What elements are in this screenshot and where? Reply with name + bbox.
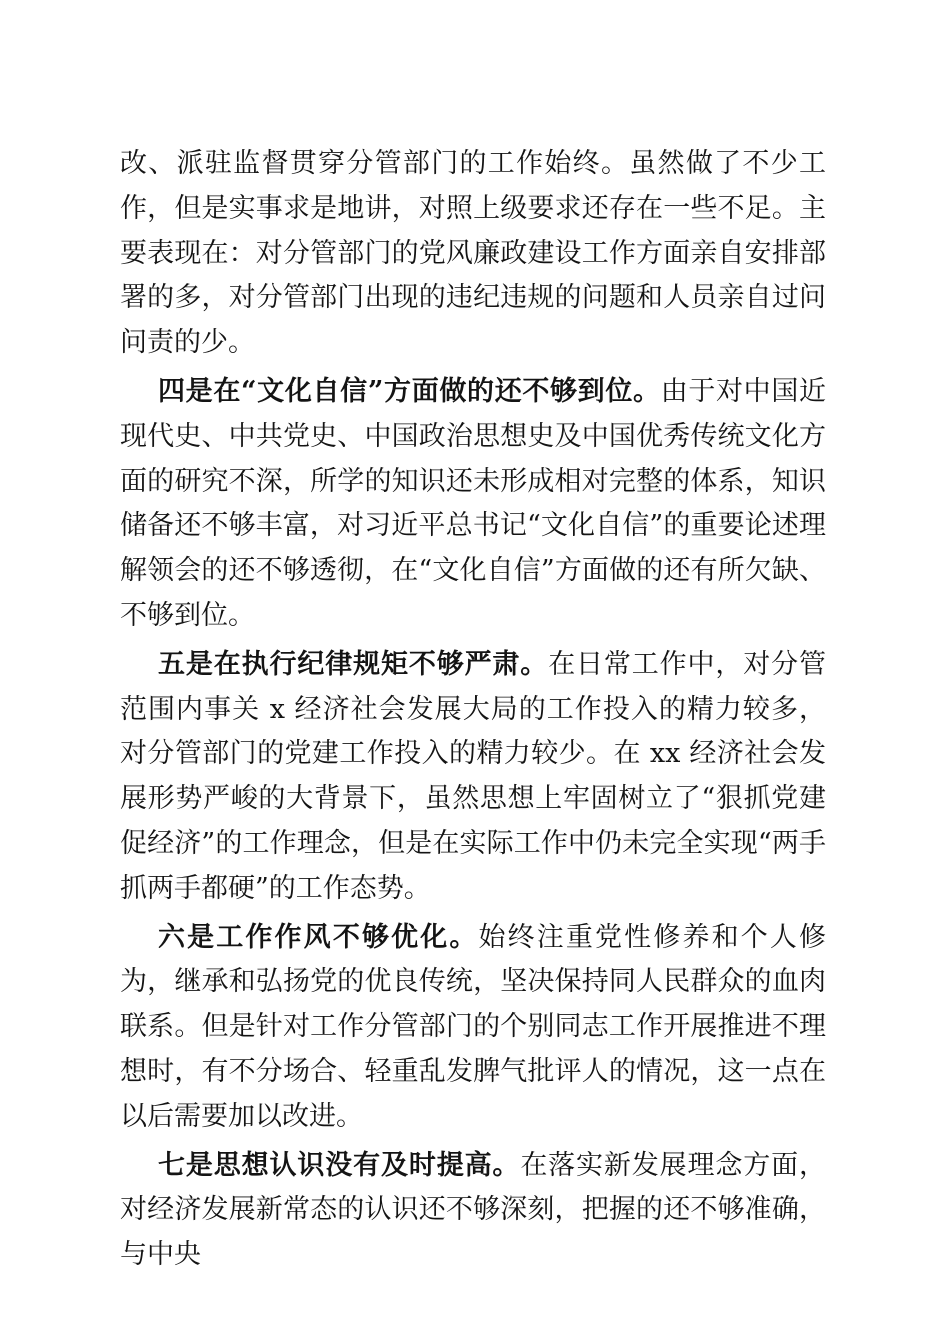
paragraph-text: 由于对中国近现代史、中共党史、中国政治思想史及中国优秀传统文化方面的研究不深，所学的知识还未形成相对完整的体系，知识储备还不够丰富，对习近平总书记“文化自信”的重要论述理解领会的还不够透彻，在“文化自信”方面做的还有所欠缺、不够到位。	[120, 375, 827, 631]
paragraph-text: 在落实新发展理念方面，对经济发展新常态的认识还不够深刻，把握的还不够准确，与中央	[120, 1149, 827, 1271]
paragraph-continuation	[120, 142, 826, 366]
paragraph-heading: 五是在执行纪律规矩不够严肃。	[158, 648, 549, 680]
document-body	[120, 142, 826, 1282]
paragraph-work-style	[120, 916, 826, 1140]
paragraph-thinking	[120, 1144, 826, 1278]
paragraph-heading: 六是工作作风不够优化。	[158, 921, 479, 953]
paragraph-text: 始终注重党性修养和个人修为，继承和弘扬党的优良传统，坚决保持同人民群众的血肉联系。但是针对工作分管部门的个别同志工作开展推进不理想时，有不分场合、轻重乱发脾气批评人的情况，这一点在以后需要加以改进。	[120, 921, 826, 1132]
paragraph-heading: 四是在“文化自信”方面做的还不够到位。	[158, 375, 661, 407]
paragraph-heading: 七是思想认识没有及时提高。	[158, 1149, 521, 1181]
paragraph-text: 在日常工作中，对分管范围内事关 x 经济社会发展大局的工作投入的精力较多，对分管部门的党建工作投入的精力较少。在 xx 经济社会发展形势严峻的大背景下，虽然思想上牢固树立了“狠抓党建促经济”的工作理念，但是在实际工作中仍未完全实现“两手抓两手都硬”的工作态势。	[120, 648, 827, 904]
paragraph-text: 改、派驻监督贯穿分管部门的工作始终。虽然做了不少工作，但是实事求是地讲，对照上级要求还存在一些不足。主要表现在：对分管部门的党风廉政建设工作方面亲自安排部署的多，对分管部门出现的违纪违规的问题和人员亲自过问问责的少。	[120, 148, 826, 359]
paragraph-cultural-confidence	[120, 370, 826, 639]
paragraph-discipline	[120, 643, 826, 912]
